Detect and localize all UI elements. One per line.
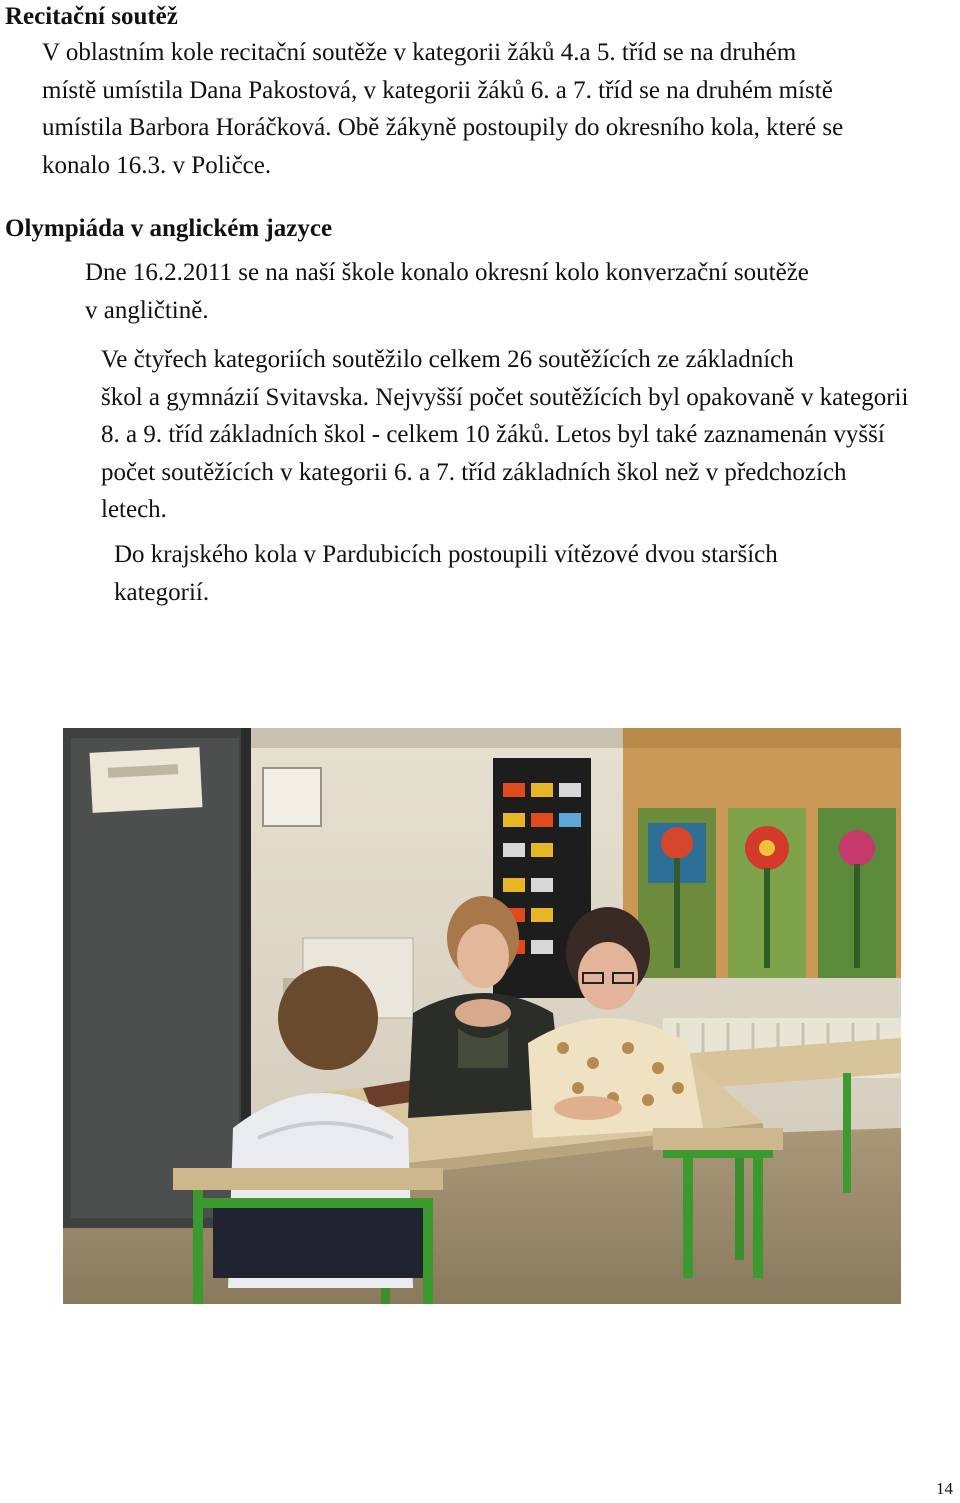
text-line: Dne 16.2.2011 se na naší škole konalo okresní kolo konverzační soutěže — [85, 259, 809, 286]
text-line: umístila Barbora Horáčková. Obě žákyně postoupily do okresního kola, které se — [42, 114, 844, 141]
text-line: místě umístila Dana Pakostová, v kategorii žáků 6. a 7. tříd se na druhém místě — [42, 76, 833, 104]
text-line: škol a gymnázií Svitavska. Nejvyšší počet soutěžících byl opakovaně v kategorii — [101, 383, 909, 411]
text-line: konalo 16.3. v Poličce. — [42, 151, 272, 179]
page-number: 14 — [936, 1479, 953, 1498]
text-line: Ve čtyřech kategoriích soutěžilo celkem 26 soutěžících ze základních — [101, 346, 794, 373]
text-line: letech. — [101, 496, 167, 523]
text-line: 8. a 9. tříd základních škol - celkem 10 žáků. Letos byl také zaznamenán vyšší — [101, 421, 885, 448]
text-line: počet soutěžících v kategorii 6. a 7. tříd základních škol než v předchozích — [101, 458, 847, 486]
text-line: v angličtině. — [85, 296, 209, 324]
text-line: Do krajského kola v Pardubicích postoupili vítězové dvou starších — [114, 541, 778, 568]
heading-english-olympiad: Olympiáda v anglickém jazyce — [5, 215, 333, 242]
paragraph-recitation-results — [5, 34, 960, 184]
photo-classroom-competition — [63, 728, 901, 1304]
paragraph-olympiad-advancement — [5, 536, 960, 611]
text-line: kategorií. — [114, 578, 210, 606]
paragraph-olympiad-date — [5, 254, 960, 329]
paragraph-olympiad-categories — [5, 341, 960, 529]
text-line: V oblastním kole recitační soutěže v kategorii žáků 4.a 5. tříd se na druhém — [42, 39, 797, 66]
heading-recitation-competition: Recitační soutěž — [5, 3, 178, 30]
